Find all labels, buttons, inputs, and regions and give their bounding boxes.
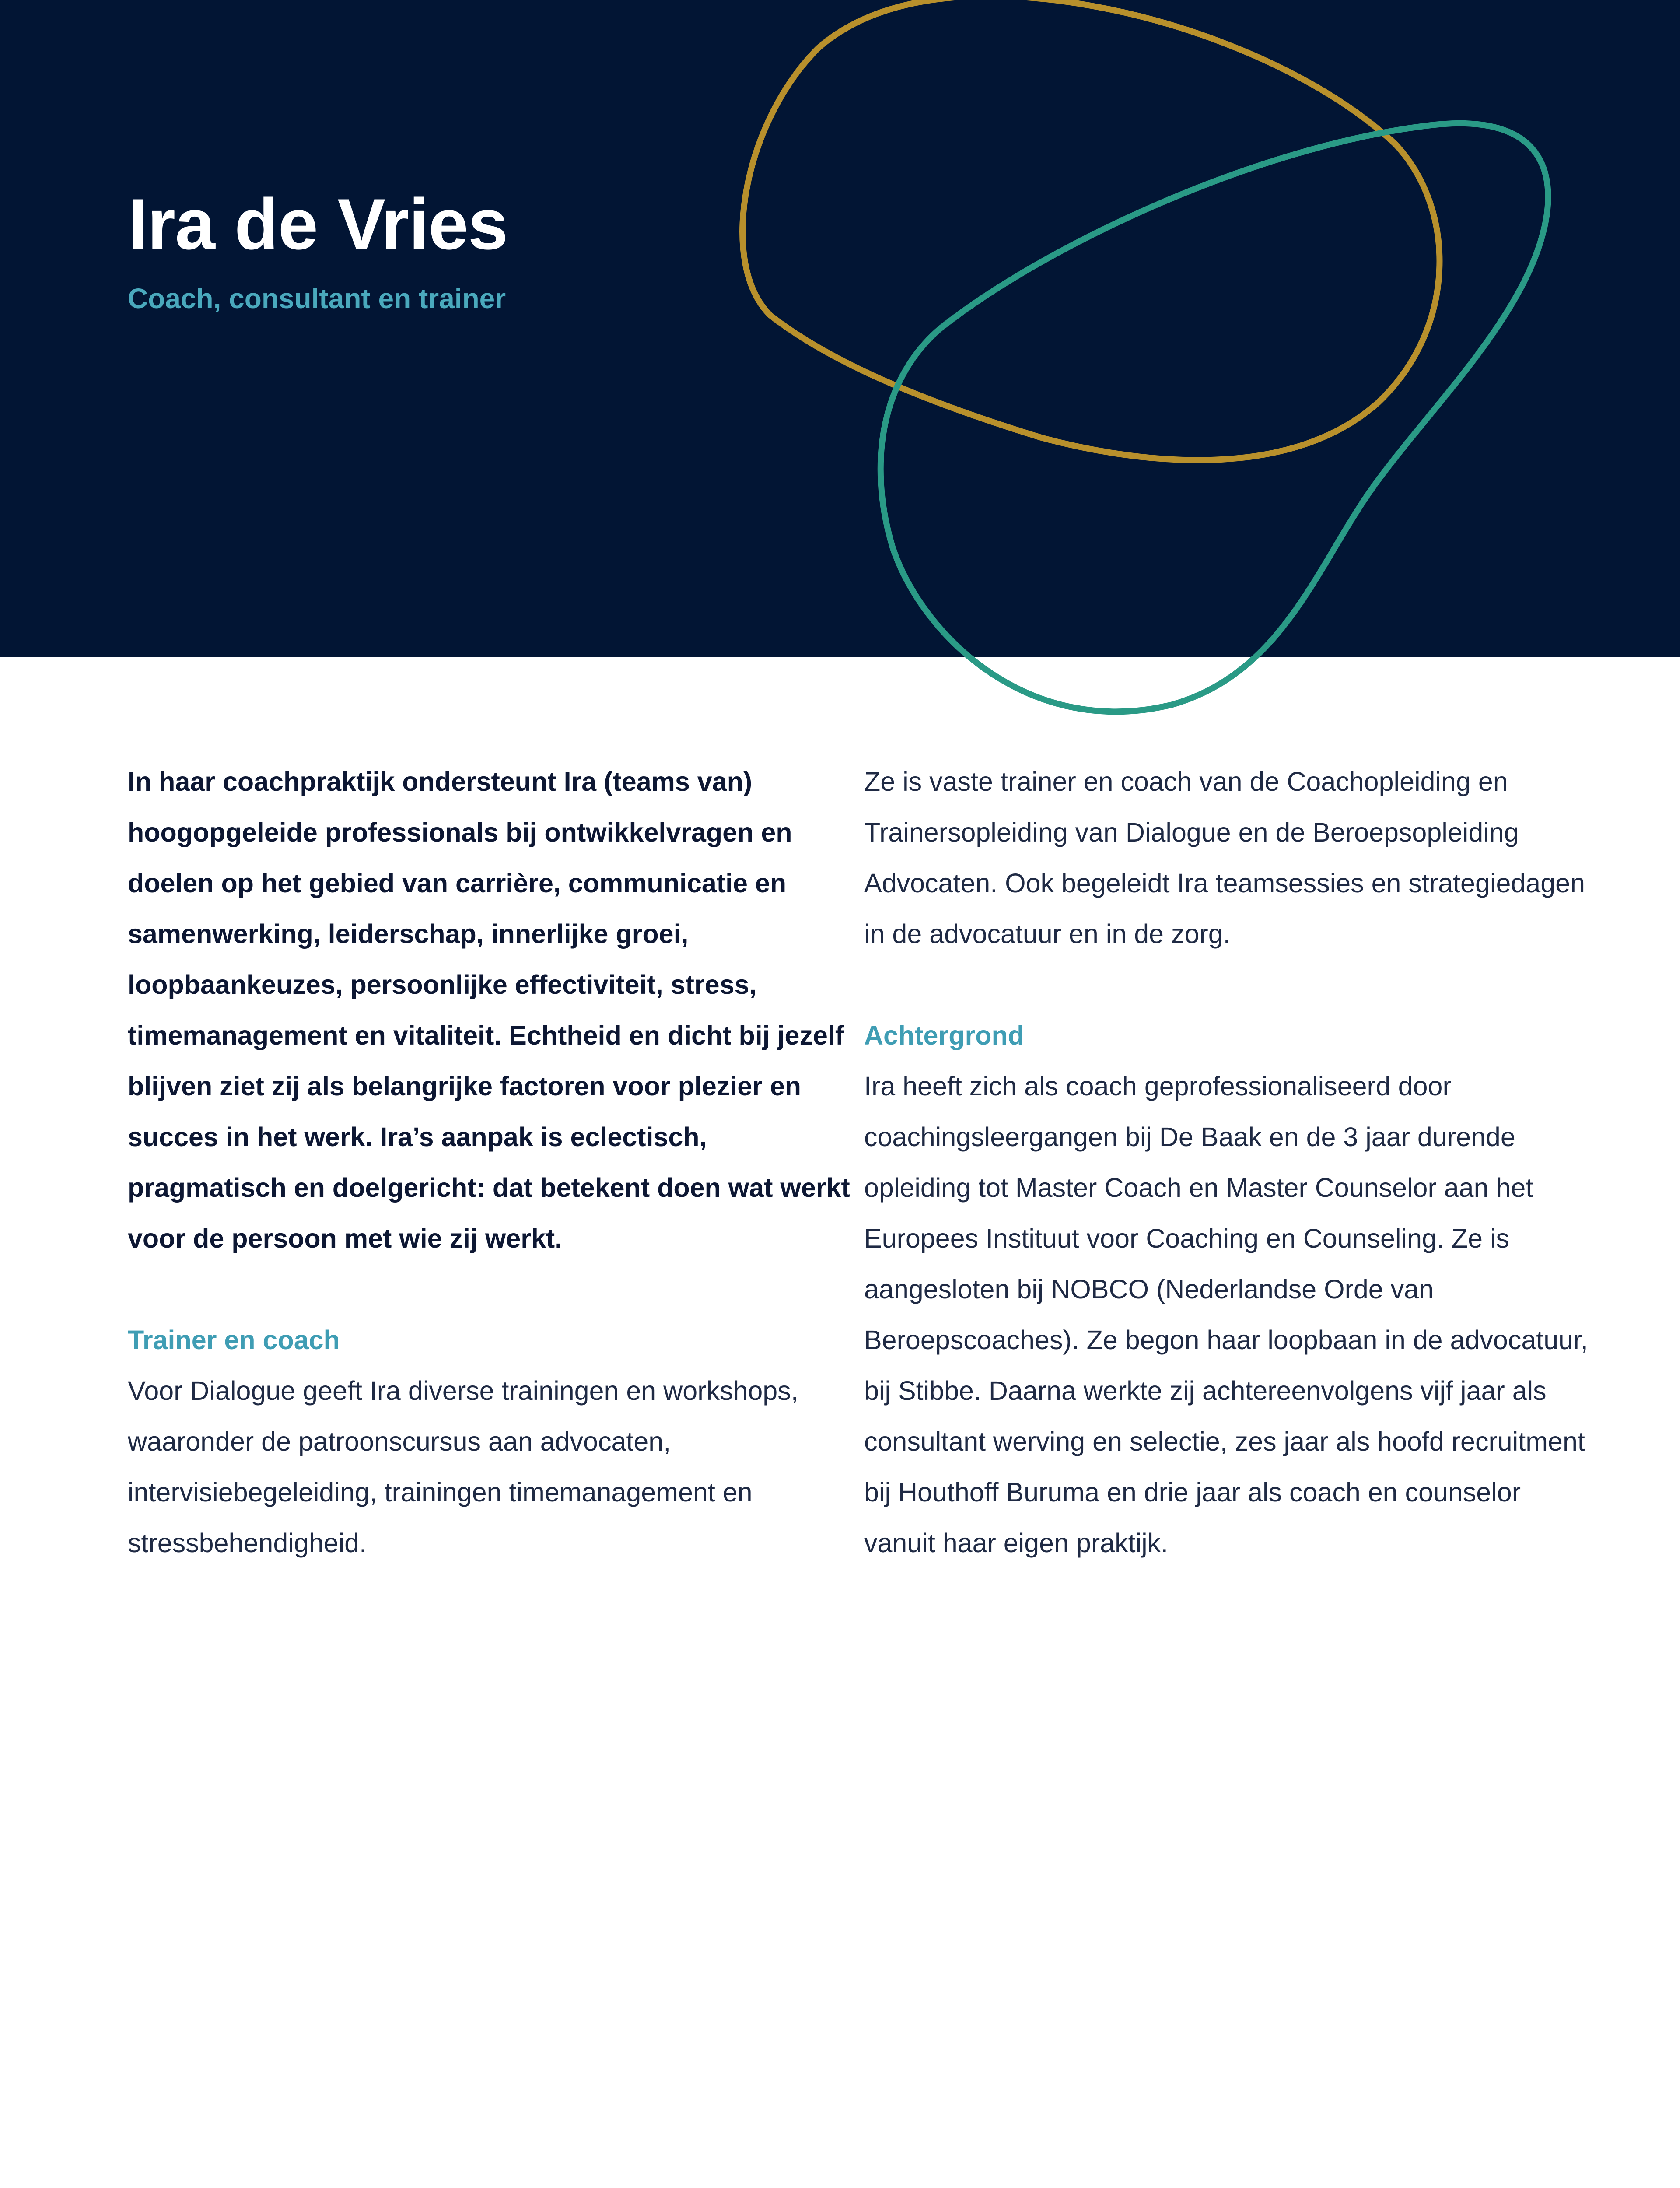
trainer-role-paragraph: Ze is vaste trainer en coach van de Coachopleiding en Trainersopleiding van Dialogue en de Beroepsopleiding Advocaten. Ook begeleidt Ira teamsessies en strategiedagen in de advocatuur en in de zorg. [864,767,1586,949]
right-column [864,756,1590,1568]
section-heading-background: Achtergrond [864,1020,1024,1050]
spacer [864,959,1590,1010]
left-column [128,756,854,1568]
subtitle-role: Coach, consultant en trainer [128,283,506,314]
header-banner [0,0,1680,657]
section-heading-trainer: Trainer en coach [128,1325,340,1355]
intro-paragraph: In haar coachpraktijk ondersteunt Ira (teams van) hoogopgeleide professionals bij ontwikkelvragen en doelen op het gebied van carrière, communicatie en samenwerking, leiderschap, innerlijke groei, loopbaankeuzes, persoonlijke effectiviteit, stress, timemanagement en vitaliteit. Echtheid en dicht bij jezelf blijven ziet zij als belangrijke factoren voor plezier en succes in het werk. Ira’s aanpak is eclectisch, pragmatisch en doelgericht: dat betekent doen wat werkt voor de persoon met wie zij werkt. [128,767,850,1253]
background-paragraph: Ira heeft zich als coach geprofessionaliseerd door coachingsleergangen bij De Baak en de 3 jaar durende opleiding tot Master Coach en Master Counselor aan het Europees Instituut voor Coaching en Counseling. Ze is aangesloten bij NOBCO (Nederlandse Orde van Beroepscoaches). Ze begon haar loopbaan in de advocatuur, bij Stibbe. Daarna werkte zij achtereenvolgens vijf jaar als consultant werving en selectie, zes jaar als hoofd recruitment bij Houthoff Buruma en drie jaar als coach en counselor vanuit haar eigen praktijk. [864,1071,1588,1558]
trainer-paragraph: Voor Dialogue geeft Ira diverse trainingen en workshops, waaronder de patroonscursus aan advocaten, intervisiebegeleiding, trainingen timemanagement en stressbehendigheid. [128,1376,798,1558]
page-title: Ira de Vries [128,184,508,264]
spacer [128,1264,854,1315]
